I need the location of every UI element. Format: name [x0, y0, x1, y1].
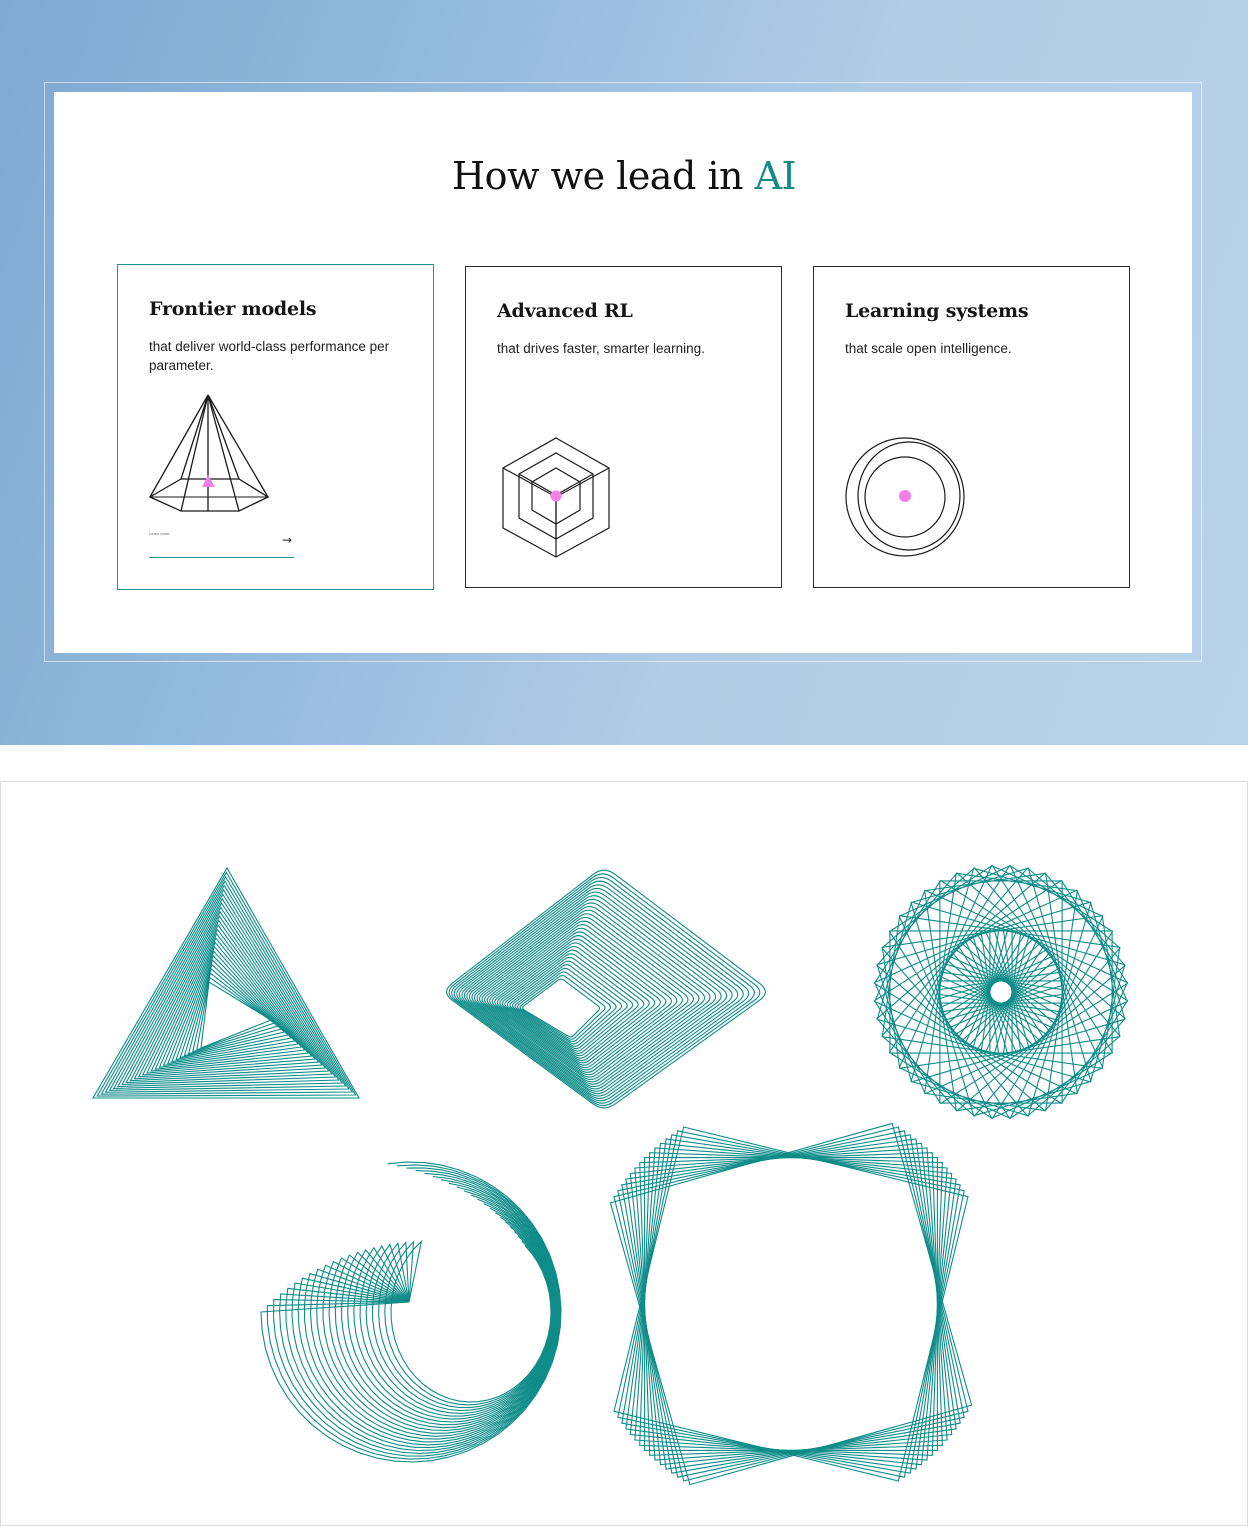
card-description: that scale open intelligence.: [845, 341, 1012, 356]
learn-more-link[interactable]: Learn more: [149, 531, 170, 536]
gallery-canvas: [1, 782, 1247, 1525]
pyramid-icon: [118, 265, 435, 591]
card-title: Frontier models: [149, 298, 317, 320]
nested-cube-icon: [466, 267, 783, 589]
card-description: that deliver world-class performance per parameter.: [149, 339, 390, 373]
heading-accent: AI: [754, 154, 797, 198]
card-title: Learning systems: [845, 300, 1029, 322]
diamond-pattern-icon: [447, 870, 766, 1108]
card-title: Advanced RL: [497, 300, 633, 322]
section-heading: [0, 154, 1248, 198]
spiral-pattern-icon: [261, 1162, 561, 1462]
teardrop-pattern-icon: [875, 866, 1128, 1119]
card-description: that drives faster, smarter learning.: [497, 341, 705, 356]
concentric-circles-icon: [814, 267, 1131, 589]
link-underline: [149, 557, 294, 558]
card-advanced-rl[interactable]: [465, 266, 782, 588]
arrow-right-icon[interactable]: →: [282, 533, 293, 547]
heading-main: How we lead in: [451, 154, 755, 198]
card-frontier-models[interactable]: [117, 264, 434, 590]
square-pattern-icon: [610, 1123, 971, 1484]
pattern-gallery: [0, 781, 1248, 1526]
card-learning-systems[interactable]: [813, 266, 1130, 588]
triangle-pattern-icon: [93, 868, 359, 1098]
